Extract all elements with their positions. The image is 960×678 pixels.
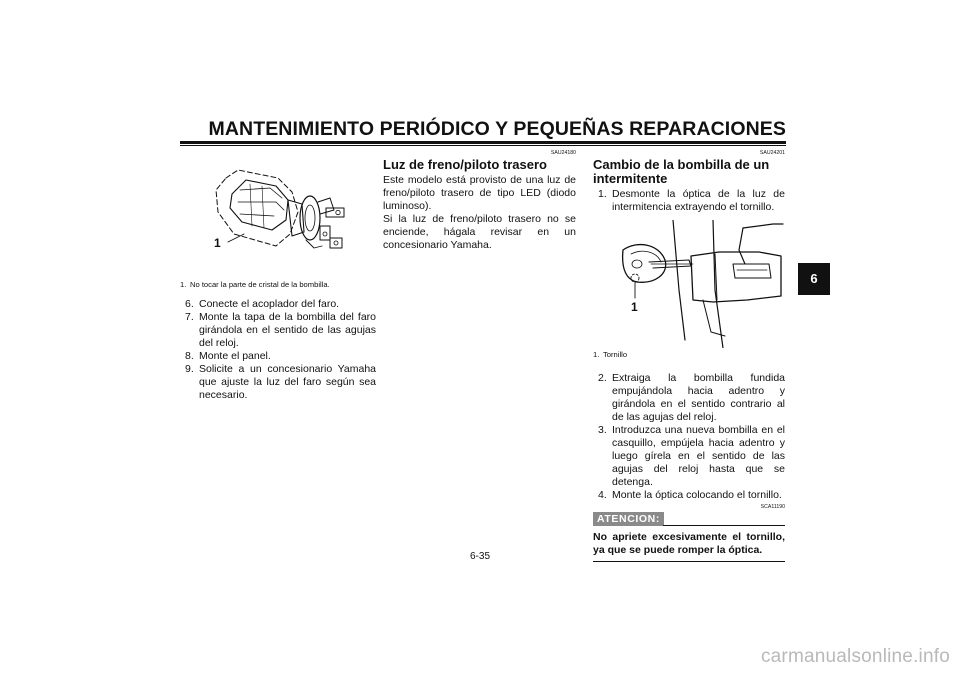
step-number: 1. [598, 188, 607, 200]
steps-list [593, 372, 785, 502]
list-item [593, 372, 785, 424]
headlight-bulb-illustration [180, 150, 376, 278]
list-item [593, 188, 785, 214]
caution-code: SCA11190 [760, 504, 785, 510]
caption-number: 1. [593, 350, 600, 359]
step-number: 9. [185, 363, 194, 375]
turn-signal-illustration [593, 220, 785, 348]
step-text: Monte la óptica colocando el tornillo. [612, 489, 782, 501]
column-3 [593, 150, 785, 562]
step-number: 6. [185, 298, 194, 310]
title-rule-thin [180, 145, 786, 146]
step-number: 7. [185, 311, 194, 323]
list-item [180, 350, 376, 363]
caution-text: No apriete excesivamente el tornillo, ya que se puede romper la óptica. [593, 531, 785, 562]
caution-rule [663, 525, 785, 526]
section-heading: Luz de freno/piloto trasero [383, 157, 547, 172]
headlight-bulb-figure [180, 150, 376, 278]
step-text: Introduzca una nueva bombilla en el casquillo, empújela hacia adentro y luego gírela en el sentido de las agujas del reloj hasta que se detenga. [612, 424, 785, 488]
list-item [593, 489, 785, 502]
paragraph: Este modelo está provisto de una luz de freno/piloto trasero de tipo LED (diodo luminoso). [383, 174, 576, 212]
caption-text: No tocar la parte de cristal de la bombilla. [190, 280, 330, 289]
figure-callout: 1 [631, 300, 638, 314]
figure-caption [180, 280, 376, 290]
list-item [180, 311, 376, 350]
column-2 [383, 150, 576, 252]
chapter-tab[interactable]: 6 [798, 263, 830, 295]
watermark[interactable]: carmanualsonline.info [760, 646, 950, 667]
paragraph: Si la luz de freno/piloto trasero no se enciende, hágala revisar en un concesionario Yamaha. [383, 213, 576, 251]
step-number: 8. [185, 350, 194, 362]
step-number: 2. [598, 372, 607, 384]
turn-signal-figure [593, 220, 785, 348]
list-item [180, 363, 376, 402]
steps-list [593, 188, 785, 214]
section-heading: Cambio de la bombilla de un intermitente [593, 157, 770, 186]
step-number: 3. [598, 424, 607, 436]
step-text: Monte la tapa de la bombilla del faro girándola en el sentido de las agujas del reloj. [199, 311, 376, 349]
caption-text: Tornillo [603, 350, 628, 359]
caption-number: 1. [180, 280, 187, 289]
step-text: Monte el panel. [199, 350, 271, 362]
page-title: MANTENIMIENTO PERIÓDICO Y PEQUEÑAS REPARACIONES [208, 118, 786, 140]
figure-callout: 1 [214, 236, 221, 250]
column-1 [180, 150, 376, 402]
step-text: Conecte el acoplador del faro. [199, 298, 340, 310]
step-number: 4. [598, 489, 607, 501]
step-text: Extraiga la bombilla fundida empujándola hacia adentro y girándola en el sentido contrario al de las agujas del reloj. [612, 372, 785, 423]
section-code: SAU24201 [759, 150, 785, 156]
page-number: 6-35 [469, 551, 490, 562]
caution-badge: ATENCION: [593, 512, 664, 526]
list-item [593, 424, 785, 489]
title-rule [180, 141, 786, 144]
figure-caption [593, 350, 785, 360]
step-text: Desmonte la óptica de la luz de intermitencia extrayendo el tornillo. [612, 188, 785, 213]
step-text: Solicite a un concesionario Yamaha que ajuste la luz del faro según sea necesario. [199, 363, 376, 401]
section-code: SAU24180 [550, 150, 576, 156]
steps-list [180, 298, 376, 402]
list-item [180, 298, 376, 311]
caution-header [593, 512, 785, 526]
